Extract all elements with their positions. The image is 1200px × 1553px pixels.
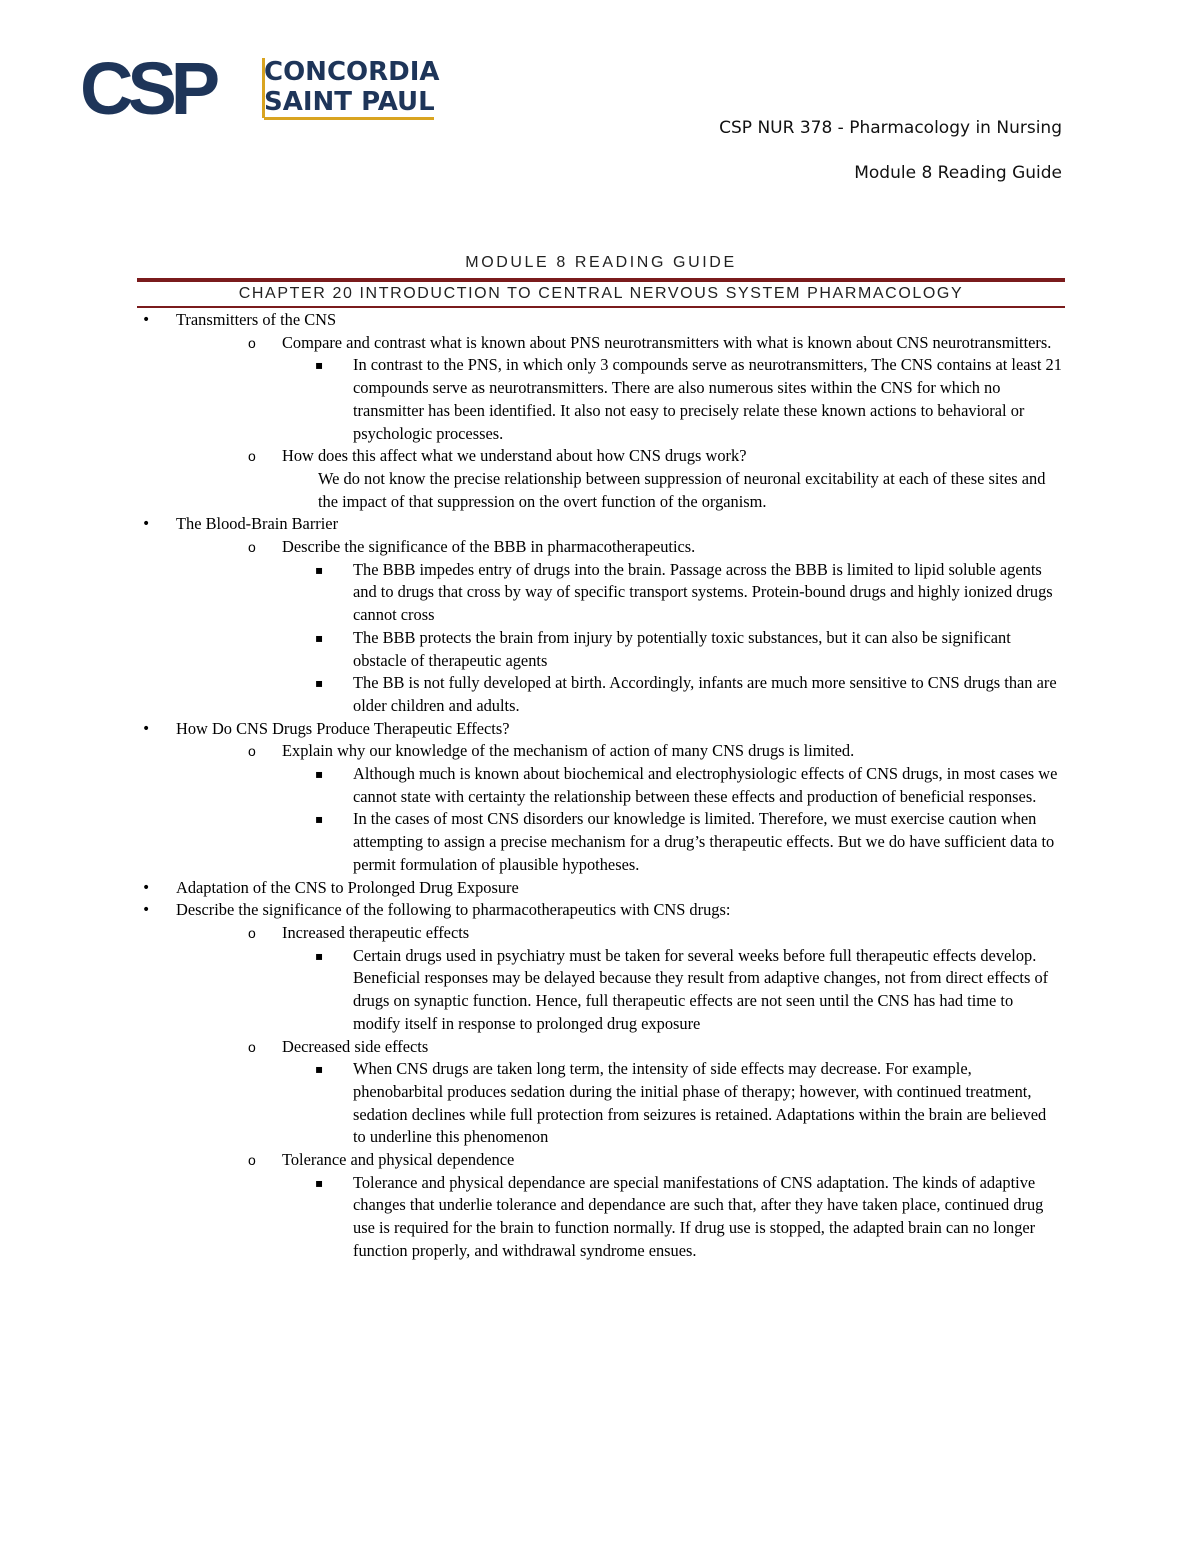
bullet-transmitters: • Transmitters of the CNS [0, 309, 1200, 332]
bullet-adaptation: • Adaptation of the CNS to Prolonged Drug Exposure [0, 877, 1200, 900]
chapter-rule [137, 306, 1065, 308]
answer-significance-3: ▪ Tolerance and physical dependance are special manifestations of CNS adaptation. The kinds of adaptive changes that underlie tolerance and dependance are such that, after they have taken place, continued drug use is required for the brain to function normally. If drug use is stopped, the adapted brain can no longer function properly, and withdrawal syndrome ensues. [0, 1172, 1200, 1263]
logo-line2: SAINT PAUL [264, 87, 435, 117]
bullet-significance: • Describe the significance of the following to pharmacotherapeutics with CNS drugs: [0, 899, 1200, 922]
bullet-bbb: • The Blood-Brain Barrier [0, 513, 1200, 536]
bullet-effects: • How Do CNS Drugs Produce Therapeutic Effects? [0, 718, 1200, 741]
answer-transmitters-2: We do not know the precise relationship between suppression of neuronal excitability at each of these sites and the impact of that suppression on the overt function of the organism. [318, 468, 1046, 511]
answer-transmitters-1: ▪ In contrast to the PNS, in which only 3 compounds serve as neurotransmitters, The CNS contains at least 21 compounds serve as neurotransmitters. There are also numerous sites within the CNS for which no transmitter has been identified. It also not easy to precisely relate these known actions to behavioral or psychologic processes. [0, 354, 1200, 445]
module-header: Module 8 Reading Guide [854, 163, 1062, 183]
logo-mark: CSP [80, 54, 215, 122]
question-effects-1: o Explain why our knowledge of the mechanism of action of many CNS drugs is limited. [0, 740, 1200, 763]
title-rule [137, 278, 1065, 282]
answer-effects-1: ▪ Although much is known about biochemical and electrophysiologic effects of CNS drugs, in most cases we cannot state with certainty the relationship between these effects and production of beneficial responses. [0, 763, 1200, 808]
answer-bbb-2: ▪ The BBB protects the brain from injury by potentially toxic substances, but it can also be significant obstacle of therapeutic agents [0, 627, 1200, 672]
answer-bbb-3: ▪ The BB is not fully developed at birth. Accordingly, infants are much more sensitive to CNS drugs than are older children and adults. [0, 672, 1200, 717]
page-title: MODULE 8 READING GUIDE [465, 254, 737, 271]
answer-bbb-1: ▪ The BBB impedes entry of drugs into the brain. Passage across the BBB is limited to lipid soluble agents and to drugs that cross by way of specific transport systems. Protein-bound drugs and highly ionized drugs cannot cross [0, 559, 1200, 627]
logo-line1: CONCORDIA [264, 57, 440, 87]
question-significance-1: o Increased therapeutic effects [0, 922, 1200, 945]
answer-effects-2: ▪ In the cases of most CNS disorders our knowledge is limited. Therefore, we must exercise caution when attempting to assign a precise mechanism for a drug’s therapeutic effects. But we do have sufficient data to permit formulation of plausible hypotheses. [0, 808, 1200, 876]
csp-logo [80, 54, 440, 122]
course-header: CSP NUR 378 - Pharmacology in Nursing [719, 118, 1062, 138]
answer-significance-2: ▪ When CNS drugs are taken long term, the intensity of side effects may decrease. For example, phenobarbital produces sedation during the initial phase of therapy; however, with continued treatment, sedation declines while full protection from seizures is retained. Adaptations within the brain are believed to underline this phenomenon [0, 1058, 1200, 1149]
question-transmitters-1: o Compare and contrast what is known about PNS neurotransmitters with what is known about CNS neurotransmitters. [0, 332, 1200, 355]
question-transmitters-2: o How does this affect what we understand about how CNS drugs work? [0, 445, 1200, 468]
chapter-title: CHAPTER 20 INTRODUCTION TO CENTRAL NERVOUS SYSTEM PHARMACOLOGY [238, 285, 964, 302]
question-bbb-1: o Describe the significance of the BBB in pharmacotherapeutics. [0, 536, 1200, 559]
logo-underline [264, 117, 434, 120]
reading-guide-content [0, 309, 1200, 1263]
answer-significance-1: ▪ Certain drugs used in psychiatry must be taken for several weeks before full therapeutic effects develop. Beneficial responses may be delayed because they result from adaptive changes, not from direct effects of drugs on synaptic function. Hence, full therapeutic effects are not seen until the CNS has had time to modify itself in response to prolonged drug exposure [0, 945, 1200, 1036]
question-significance-2: o Decreased side effects [0, 1036, 1200, 1059]
question-significance-3: o Tolerance and physical dependence [0, 1149, 1200, 1172]
